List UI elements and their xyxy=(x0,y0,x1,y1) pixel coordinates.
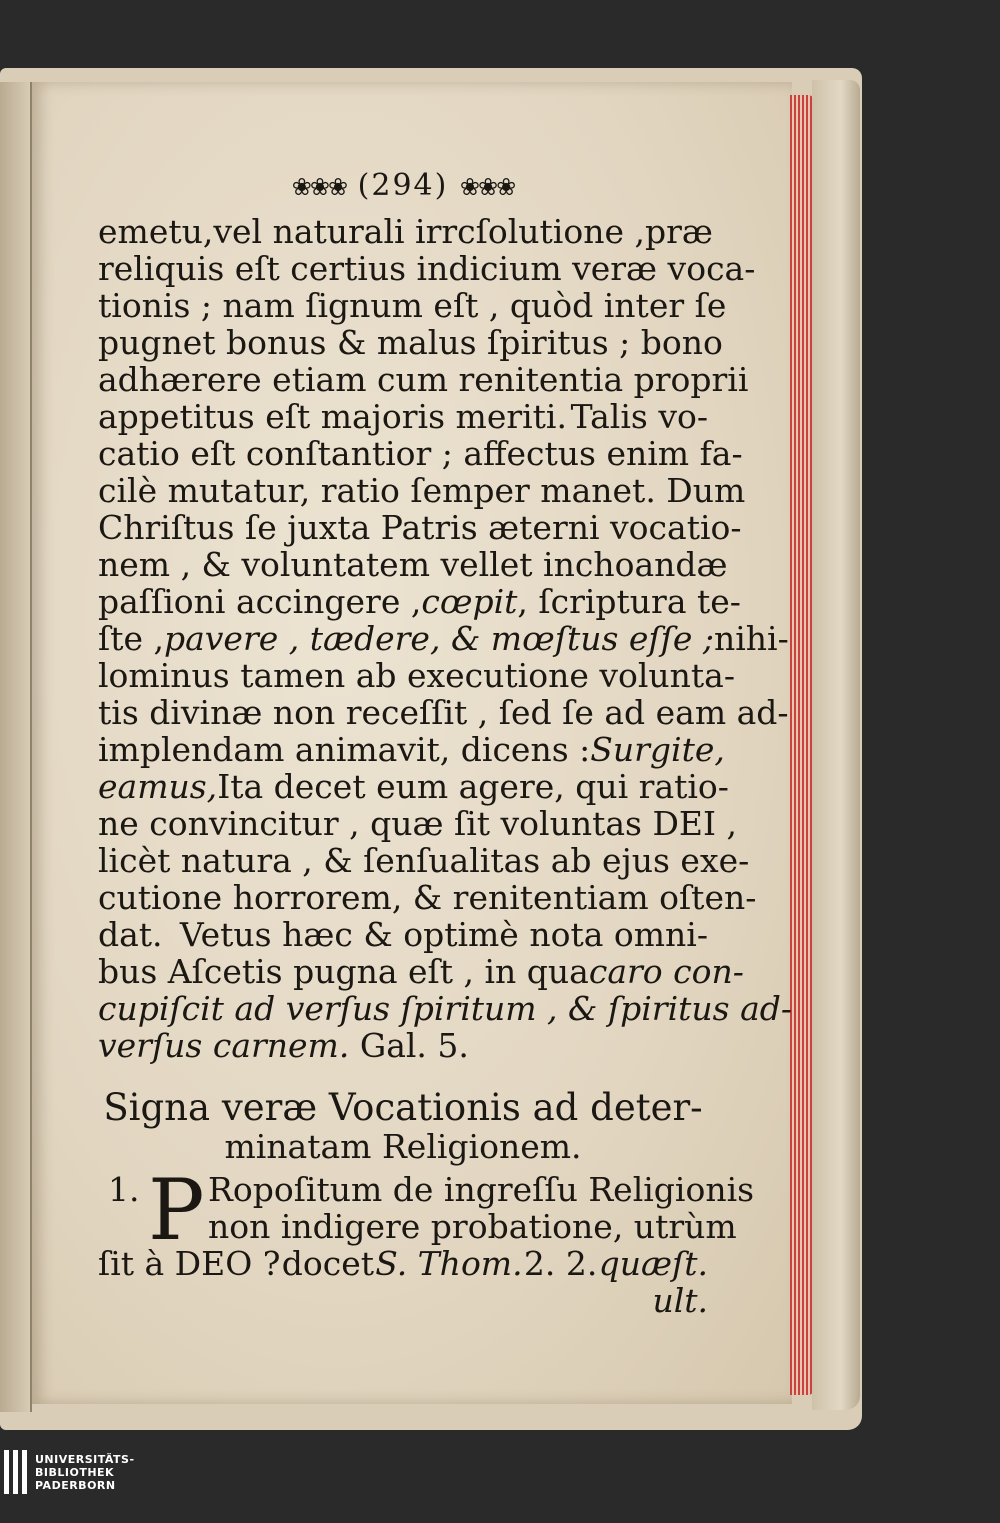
text-line: paſſioni accingere , cœpit , ſcriptura te- xyxy=(98,582,741,621)
text-line: Chriſtus ſe juxta Patris æterni vocatio- xyxy=(98,508,742,547)
numbered-paragraph xyxy=(98,1161,755,1320)
library-logo xyxy=(4,1450,135,1494)
text-line: cupiſcit ad verſus ſpiritum , & ſpiritus ad- xyxy=(98,989,793,1028)
item-number: 1. xyxy=(108,1170,140,1209)
section-heading: Signa veræ Vocationis ad deter- xyxy=(103,1086,703,1129)
text-line: non indigere probatione, utrùm xyxy=(208,1207,737,1246)
section-heading-cont: minatam Religionem. xyxy=(224,1127,582,1166)
text-line: pugnet bonus & malus ſpiritus ; bono xyxy=(98,323,723,362)
ornament-right-icon: ❀❀❀ xyxy=(459,173,515,201)
text-line: tionis ; nam ſignum eſt , quòd inter ſe xyxy=(98,286,727,325)
red-page-edges xyxy=(790,95,814,1395)
drop-cap: P xyxy=(148,1161,205,1259)
text-line: implendam animavit, dicens : Surgite, xyxy=(98,730,725,769)
text-line: dat. Vetus hæc & optimè nota omni- xyxy=(98,915,708,954)
text-line: appetitus eſt majoris meriti. Talis vo- xyxy=(98,397,708,436)
text-line: lominus tamen ab executione volunta- xyxy=(98,656,736,695)
text-line: verſus carnem. Gal. 5. xyxy=(98,1026,469,1065)
page-header xyxy=(98,168,708,205)
ornament-left-icon: ❀❀❀ xyxy=(291,173,347,201)
text-line: nem , & voluntatem vellet inchoandæ xyxy=(98,545,728,584)
text-line: Ropoſitum de ingreſſu Religionis xyxy=(208,1170,755,1209)
text-line: adhærere etiam cum renitentia proprii xyxy=(98,360,749,399)
text-line: eamus, Ita decet eum agere, qui ratio- xyxy=(98,767,729,806)
text-line: ſte , pavere , tædere, & mœſtus eſſe ; nihi- xyxy=(98,619,789,658)
text-line: emetu,vel naturali irrcſolutione , præ xyxy=(98,212,713,251)
text-line: ult. xyxy=(652,1281,708,1320)
text-line: reliquis eſt certius indicium veræ voca- xyxy=(98,249,756,288)
left-page-edge xyxy=(0,82,32,1412)
page-number: (294) xyxy=(357,168,449,203)
text-line: ne convincitur , quæ ſit voluntas DEI , xyxy=(98,804,738,843)
text-line: catio eſt conſtantior ; affectus enim fa- xyxy=(98,434,743,473)
text-line: bus Aſcetis pugna eſt , in qua caro con- xyxy=(98,952,744,991)
vellum-cover-edge xyxy=(812,80,860,1410)
page-text xyxy=(98,168,793,1320)
text-line: tis divinæ non receſſit , ſed ſe ad eam ad- xyxy=(98,693,789,732)
text-line: licèt natura , & ſenſualitas ab ejus exe- xyxy=(98,841,750,880)
library-logo-icon xyxy=(4,1450,27,1494)
library-logo-text: UNIVERSITÄTS- BIBLIOTHEK PADERBORN xyxy=(35,1452,135,1492)
text-line: cilè mutatur, ratio ſemper manet. Dum xyxy=(98,471,746,510)
text-line: ſit à DEO ? docet S. Thom. 2. 2. quæſt. xyxy=(98,1244,708,1283)
text-line: cutione horrorem, & renitentiam oſten- xyxy=(98,878,757,917)
